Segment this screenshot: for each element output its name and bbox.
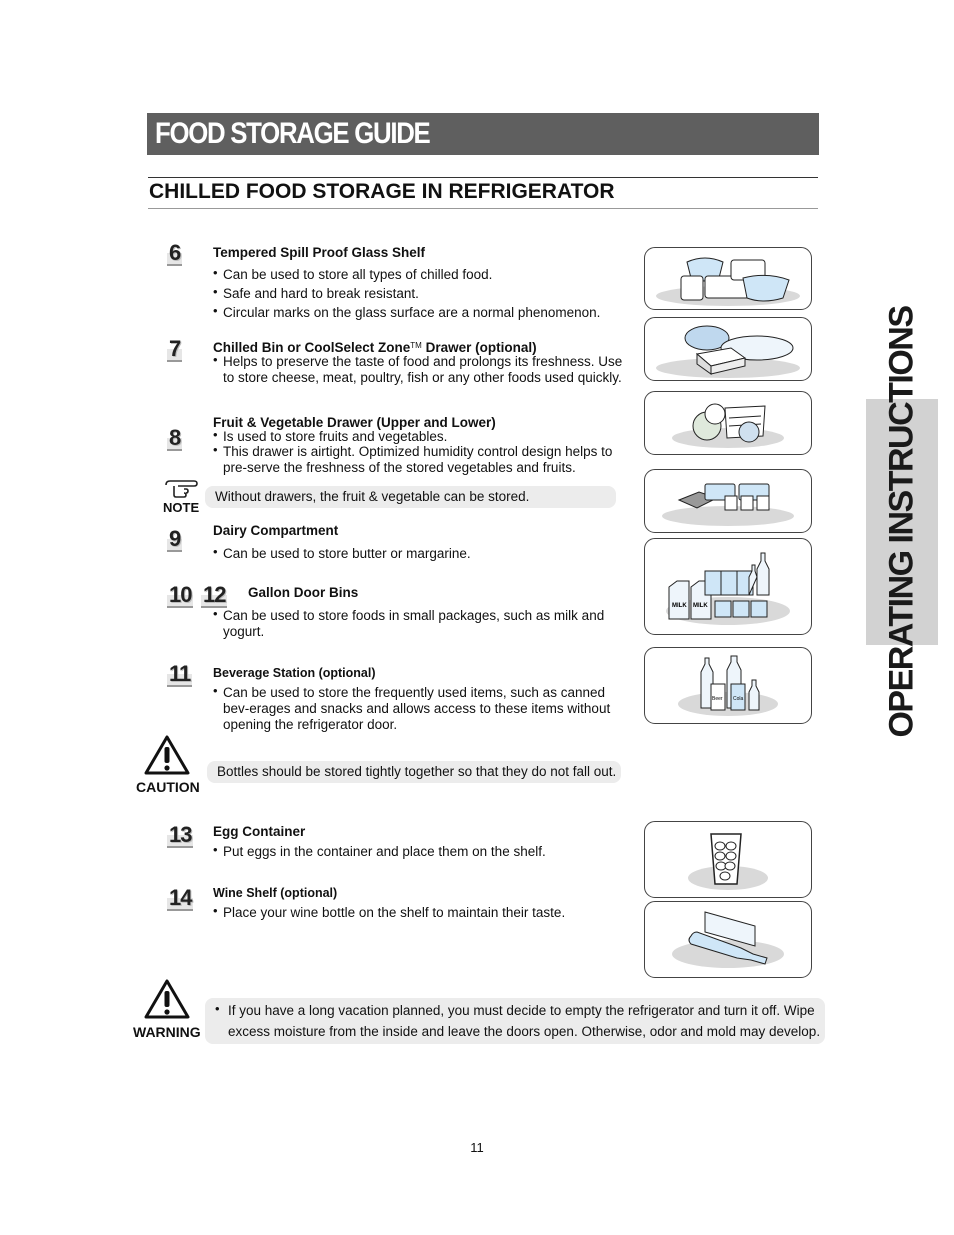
bullet-text: • Is used to store fruits and vegetables. <box>213 429 643 445</box>
section-subtitle <box>148 177 818 209</box>
bullet-text: • Put eggs in the container and place them on the shelf. <box>213 844 643 860</box>
warning-icon <box>143 978 191 1020</box>
caution-icon <box>143 734 191 776</box>
section-subtitle-text: CHILLED FOOD STORAGE IN REFRIGERATOR <box>149 180 615 203</box>
bullet-text: • Can be used to store all types of chilled food. <box>213 267 643 283</box>
item-number: 13 <box>169 822 192 847</box>
item-number: 10 <box>169 582 192 607</box>
item-heading: Egg Container <box>213 824 306 839</box>
wine-shelf-illustration <box>644 901 812 978</box>
egg-container-illustration <box>644 821 812 898</box>
item-number: 6 <box>169 240 181 265</box>
bullet-text: • Helps to preserve the taste of food and prolongs its freshness. Use to store cheese, meat, poultry, fish or any other foods used quickly. <box>213 354 633 386</box>
dairy-illustration <box>644 469 812 533</box>
item-number: 14 <box>169 885 192 910</box>
chilled-bin-illustration <box>644 317 812 381</box>
cola-label: Cola <box>733 696 744 702</box>
bullet-text: • Safe and hard to break resistant. <box>213 286 643 302</box>
heading-part: Drawer (optional) <box>421 340 537 355</box>
bullet-text: • Can be used to store foods in small packages, such as milk and yogurt. <box>213 608 613 640</box>
item-number: 7 <box>169 336 181 361</box>
item-number: 9 <box>169 526 181 551</box>
note-icon <box>164 479 200 499</box>
trademark-mark: TM <box>410 341 422 350</box>
caution-text: Bottles should be stored tightly together so that they do not fall out. <box>207 761 621 783</box>
warning-box <box>205 998 825 1044</box>
note-text: Without drawers, the fruit & vegetable can be stored. <box>205 486 616 508</box>
shelf-food-illustration <box>644 247 812 310</box>
page-number: 11 <box>470 1140 484 1155</box>
item-heading: Gallon Door Bins <box>248 585 359 600</box>
item-heading: Wine Shelf (optional) <box>213 886 338 900</box>
item-heading: Fruit & Vegetable Drawer (Upper and Lower) <box>213 415 496 430</box>
side-tab <box>866 306 938 738</box>
item-heading: Beverage Station (optional) <box>213 666 376 680</box>
item-heading: Tempered Spill Proof Glass Shelf <box>213 245 426 260</box>
item-heading <box>213 340 537 355</box>
page-title: FOOD STORAGE GUIDE <box>155 117 430 150</box>
side-tab-label: OPERATING INSTRUCTIONS <box>882 306 921 738</box>
bullet-text: • Can be used to store butter or margarine. <box>213 546 643 562</box>
note-label: NOTE <box>163 500 200 515</box>
caution-label: CAUTION <box>136 779 200 795</box>
item-heading: Dairy Compartment <box>213 523 339 538</box>
heading-part: Chilled Bin or CoolSelect Zone <box>213 340 411 355</box>
item-number: 11 <box>169 661 191 686</box>
beverage-station-illustration <box>644 647 812 724</box>
item-number: 8 <box>169 425 181 450</box>
warning-label: WARNING <box>133 1024 201 1040</box>
bullet-text: • Can be used to store the frequently used items, such as canned bev-erages and snacks and allows access to these items without opening the refrigerator door. <box>213 685 633 733</box>
door-bins-illustration <box>644 538 812 635</box>
milk-label: MILK <box>693 603 708 609</box>
vegetable-drawer-illustration <box>644 391 812 455</box>
bullet-text: • This drawer is airtight. Optimized humidity control design helps to pre-serve the freshness of the stored vegetables and fruits. <box>213 444 639 476</box>
milk-label: MILK <box>672 603 687 609</box>
beer-label: Beer <box>712 696 723 702</box>
item-number: 12 <box>203 582 226 607</box>
bullet-text: • Circular marks on the glass surface are a normal phenomenon. <box>213 305 643 321</box>
page-banner <box>147 113 819 155</box>
warning-text: • If you have a long vacation planned, you must decide to empty the refrigerator and turn it off. Wipe excess moisture from the inside and leave the doors open. Otherwise, odor and mold may develop. <box>215 1000 823 1042</box>
bullet-text: • Place your wine bottle on the shelf to maintain their taste. <box>213 905 643 921</box>
